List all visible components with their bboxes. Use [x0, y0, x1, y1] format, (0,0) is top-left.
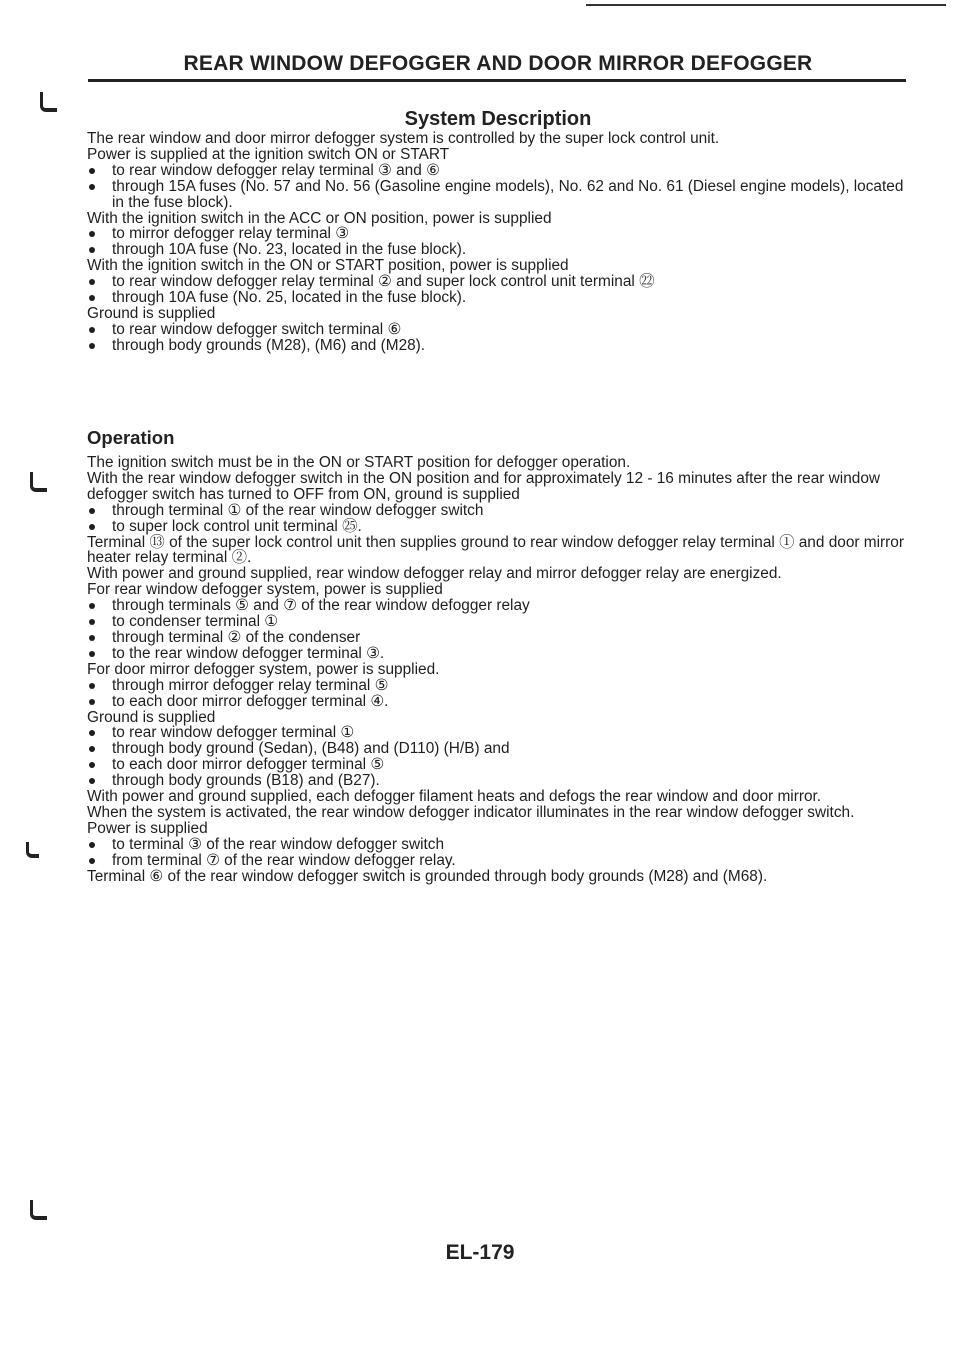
bullet-item: through body grounds (M28), (M6) and (M28). [87, 338, 907, 354]
paragraph-line: Terminal ⑬ of the super lock control unit then supplies ground to rear window defogger relay terminal ① and door mirror heater relay terminal ②. [87, 533, 904, 567]
bullet-item: through body ground (Sedan), (B48) and (D110) (H/B) and [87, 741, 907, 757]
operation-body [87, 455, 907, 884]
bullet-item: from terminal ⑦ of the rear window defogger relay. [87, 853, 907, 869]
binder-mark [40, 92, 57, 112]
paragraph-line: With the ignition switch in the ON or START position, power is supplied [87, 257, 569, 275]
system-description-body [87, 131, 907, 354]
page-header-title: REAR WINDOW DEFOGGER AND DOOR MIRROR DEFOGGER [183, 52, 813, 75]
bullet-item: to super lock control unit terminal ㉕. [87, 519, 907, 535]
binder-mark [30, 472, 47, 492]
bullet-item: through 10A fuse (No. 23, located in the fuse block). [87, 242, 907, 258]
paragraph-line: For rear window defogger system, power is supplied [87, 581, 443, 599]
bullet-item: to rear window defogger terminal ① [87, 725, 907, 741]
binder-mark [26, 842, 39, 858]
operation-heading: Operation [87, 427, 175, 448]
paragraph-line: With power and ground supplied, each defogger filament heats and defogs the rear window and door mirror. [87, 788, 822, 806]
bullet-item: to rear window defogger relay terminal ② and super lock control unit terminal ㉒ [87, 274, 907, 290]
binder-mark [30, 1200, 47, 1220]
bullet-item: to terminal ③ of the rear window defogger switch [87, 837, 907, 853]
bullet-item: to the rear window defogger terminal ③. [87, 646, 907, 662]
paragraph-line: The rear window and door mirror defogger system is controlled by the super lock control unit. [87, 130, 720, 147]
paragraph-line: With power and ground supplied, rear window defogger relay and mirror defogger relay are energized. [87, 565, 782, 583]
page-number: EL-179 [445, 1241, 515, 1264]
paragraph-line: With the rear window defogger switch in the ON position and for approximately 12 - 16 minutes after the rear window defogger switch has turned to OFF from ON, ground is supplied [87, 469, 881, 503]
bullet-item: to mirror defogger relay terminal ③ [87, 226, 907, 242]
paragraph-line: When the system is activated, the rear window defogger indicator illuminates in the rear window defogger switch. [87, 803, 855, 821]
paragraph-line: Power is supplied [87, 819, 208, 837]
paragraph-line: The ignition switch must be in the ON or START position for defogger operation. [87, 454, 631, 471]
paragraph-line: Power is supplied at the ignition switch ON or START [87, 145, 450, 163]
paragraph-line: For door mirror defogger system, power is supplied. [87, 660, 440, 678]
bullet-item: through body grounds (B18) and (B27). [87, 773, 907, 789]
section-title: System Description [404, 108, 592, 130]
top-edge-line [586, 4, 946, 6]
bullet-item: to each door mirror defogger terminal ④. [87, 694, 907, 710]
bullet-item: through 10A fuse (No. 25, located in the fuse block). [87, 290, 907, 306]
bullet-item: through mirror defogger relay terminal ⑤ [87, 678, 907, 694]
bullet-item: through 15A fuses (No. 57 and No. 56 (Gasoline engine models), No. 62 and No. 61 (Diesel engine models), located in the fuse block). [87, 179, 907, 211]
bullet-item: through terminal ② of the condenser [87, 630, 907, 646]
bullet-item: through terminals ⑤ and ⑦ of the rear window defogger relay [87, 598, 907, 614]
bullet-item: to each door mirror defogger terminal ⑤ [87, 757, 907, 773]
paragraph-line: Ground is supplied [87, 304, 216, 322]
bullet-item: through terminal ① of the rear window defogger switch [87, 503, 907, 519]
paragraph-line: Ground is supplied [87, 708, 216, 726]
header-rule [88, 79, 906, 82]
bullet-item: to rear window defogger relay terminal ③ and ⑥ [87, 163, 907, 179]
paragraph-line: Terminal ⑥ of the rear window defogger switch is grounded through body grounds (M28) and (M68). [87, 867, 768, 885]
bullet-item: to condenser terminal ① [87, 614, 907, 630]
paragraph-line: With the ignition switch in the ACC or ON position, power is supplied [87, 209, 552, 227]
bullet-item: to rear window defogger switch terminal ⑥ [87, 322, 907, 338]
